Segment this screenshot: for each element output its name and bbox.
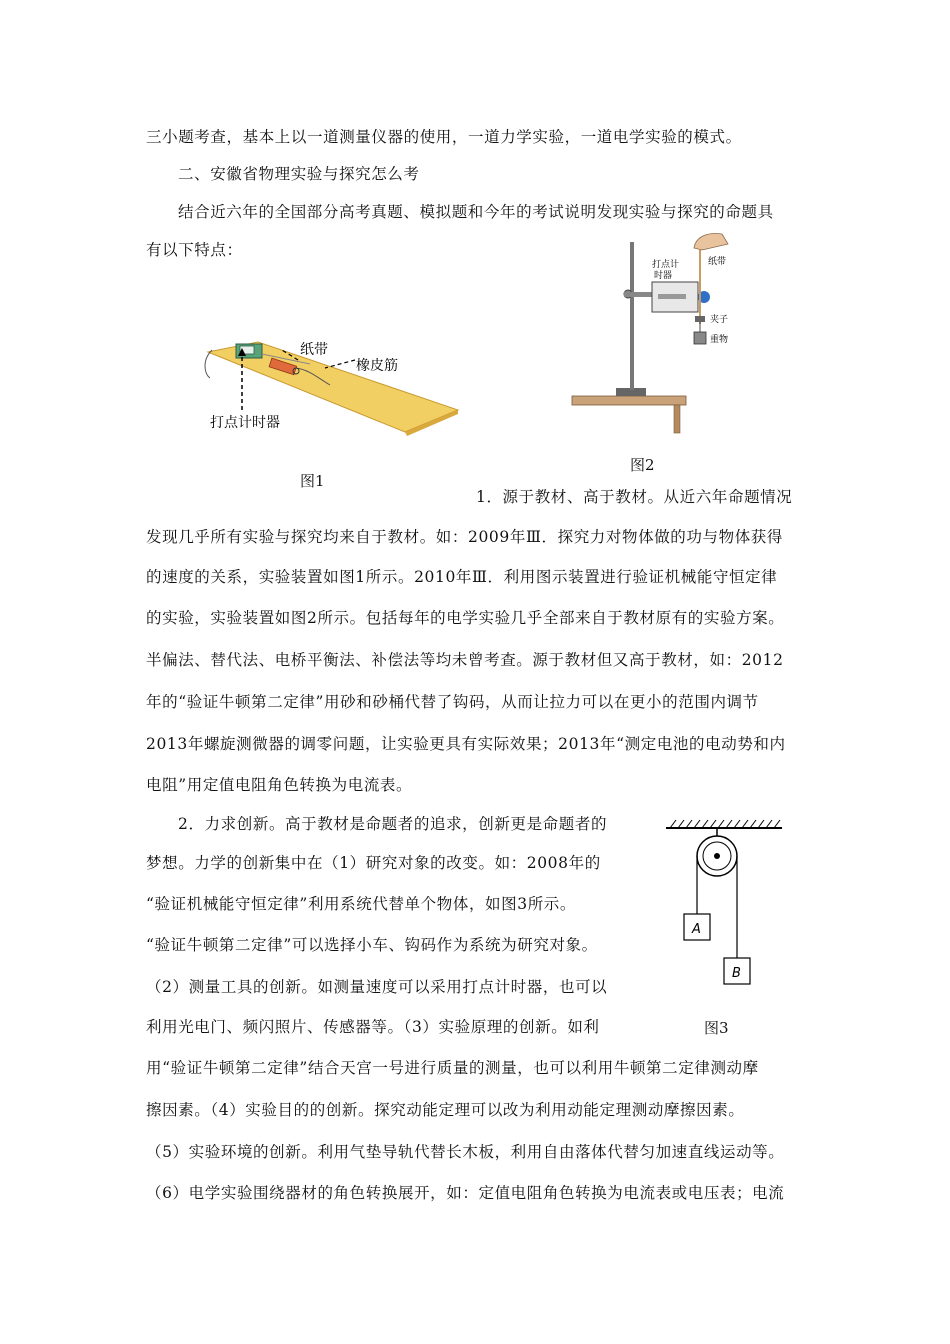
fig2-clip-label: 夹子 [710,315,729,325]
text-line-6: 发现几乎所有实验与探究均来自于教材。如：2009年Ⅲ．探究力对物体做的功与物体获得 [146,528,783,546]
text-line-4: 有以下特点： [146,241,243,259]
rubber-label: 橡皮筋 [356,358,398,374]
text-line-17: （2）测量工具的创新。如测量速度可以采用打点计时器，也可以 [146,978,608,996]
text-line-10: 年的“验证牛顿第二定律”用砂和砂桶代替了钩码，从而让拉力可以在更小的范围内调节 [146,693,759,711]
text-line-19: 用“验证牛顿第二定律”结合天宫一号进行质量的测量，也可以利用牛顿第二定律测动摩 [146,1059,759,1077]
section-heading: 二、安徽省物理实验与探究怎么考 [178,165,420,183]
text-line-16: “验证牛顿第二定律”可以选择小车、钩码作为系统为研究对象。 [146,936,598,954]
text-line-20: 擦因素。（4）实验目的的创新。探究动能定理可以改为利用动能定理测动摩擦因素。 [146,1101,745,1119]
text-line-22: （6）电学实验围绕器材的角色转换展开，如：定值电阻角色转换为电流表或电压表；电流 [146,1184,785,1202]
text-line-13: 2．力求创新。高于教材是命题者的追求，创新更是命题者的 [178,815,608,833]
fig2-tape-label: 纸带 [708,257,727,267]
svg-text:打点计时器: 打点计时器 [652,260,680,281]
figure-3 [664,818,784,988]
text-line-3: 结合近六年的全国部分高考真题、模拟题和今年的考试说明发现实验与探究的命题具 [178,203,774,221]
figure-2 [572,220,729,434]
text-line-1: 三小题考查，基本上以一道测量仪器的使用，一道力学实验，一道电学实验的模式。 [146,128,742,146]
hand [694,234,728,250]
timer-label: 打点计时器 [210,415,280,431]
weight [694,332,706,344]
fig2-weight-label: 重物 [710,335,729,345]
text-line-5: 1．源于教材、高于教材。从近六年命题情况 [476,488,793,506]
text-line-15: “验证机械能守恒定律”利用系统代替单个物体，如图3所示。 [146,895,577,913]
text-line-9: 半偏法、替代法、电桥平衡法、补偿法等均未曾考查。源于教材但又高于教材，如：2012 [146,651,784,669]
table-top [572,396,686,405]
text-line-11: 2013年螺旋测微器的调零问题，让实验更具有实际效果；2013年“测定电池的电动势和内 [146,735,786,753]
figure-1 [200,330,462,440]
text-line-14: 梦想。力学的创新集中在（1）研究对象的改变。如：2008年的 [146,854,601,872]
figure-1-caption: 图1 [300,472,325,490]
stand-rod [630,242,634,390]
clip [695,316,705,322]
figure-2-caption: 图2 [630,456,655,474]
text-line-12: 电阻”用定值电阻角色转换为电流表。 [146,776,413,794]
text-line-21: （5）实验环境的创新。利用气垫导轨代替长木板，利用自由落体代替匀加速直线运动等。 [146,1143,785,1161]
figure-3-caption: 图3 [704,1019,729,1037]
text-line-8: 的实验，实验装置如图2所示。包括每年的电学实验几乎全部来自于教材原有的实验方案。 [146,609,785,627]
text-line-7: 的速度的关系，实验装置如图1所示。2010年Ⅲ．利用图示装置进行验证机械能守恒定律 [146,568,778,586]
text-line-18: 利用光电门、频闪照片、传感器等。（3）实验原理的创新。如利 [146,1018,600,1036]
tape-label: 纸带 [300,342,328,358]
mass-b-label: B [732,966,741,981]
mass-a-label: A [692,922,701,937]
